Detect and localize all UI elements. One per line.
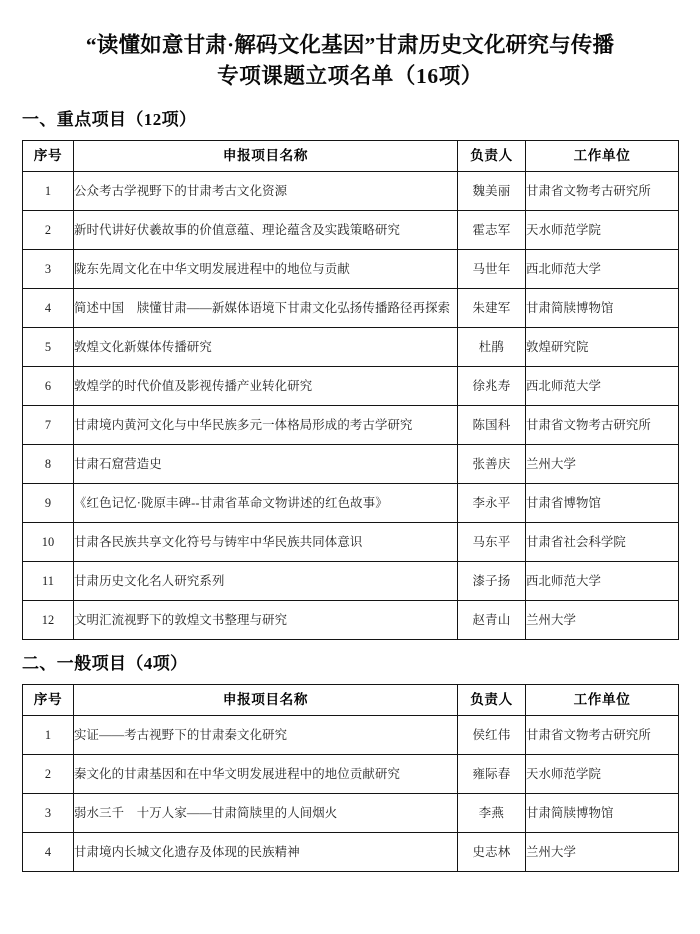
cell-org: 兰州大学 bbox=[526, 601, 679, 640]
table-wrapper-key-projects bbox=[0, 140, 700, 640]
cell-org: 甘肃省博物馆 bbox=[526, 484, 679, 523]
section-heading-key-projects: 一、重点项目（12项） bbox=[22, 110, 197, 129]
cell-lead: 朱建军 bbox=[458, 289, 526, 328]
cell-no: 8 bbox=[23, 445, 74, 484]
cell-org: 甘肃省文物考古研究所 bbox=[526, 172, 679, 211]
cell-no: 1 bbox=[23, 172, 74, 211]
cell-no: 3 bbox=[23, 250, 74, 289]
cell-lead: 陈国科 bbox=[458, 406, 526, 445]
cell-no: 3 bbox=[23, 794, 74, 833]
cell-lead: 霍志军 bbox=[458, 211, 526, 250]
table-key-projects bbox=[22, 140, 679, 640]
section-heading-general-projects: 二、一般项目（4项） bbox=[22, 654, 188, 673]
cell-org: 甘肃省文物考古研究所 bbox=[526, 716, 679, 755]
table-body-key-projects bbox=[23, 172, 679, 640]
cell-lead: 魏美丽 bbox=[458, 172, 526, 211]
column-header-org: 工作单位 bbox=[526, 141, 679, 172]
cell-name: 实证——考古视野下的甘肃秦文化研究 bbox=[74, 716, 458, 755]
cell-name: 公众考古学视野下的甘肃考古文化资源 bbox=[74, 172, 458, 211]
table-row bbox=[23, 755, 679, 794]
cell-org: 西北师范大学 bbox=[526, 367, 679, 406]
cell-no: 2 bbox=[23, 755, 74, 794]
cell-org: 甘肃简牍博物馆 bbox=[526, 794, 679, 833]
table-row bbox=[23, 328, 679, 367]
cell-name: 陇东先周文化在中华文明发展进程中的地位与贡献 bbox=[74, 250, 458, 289]
cell-lead: 张善庆 bbox=[458, 445, 526, 484]
cell-org: 甘肃简牍博物馆 bbox=[526, 289, 679, 328]
cell-lead: 李永平 bbox=[458, 484, 526, 523]
table-row bbox=[23, 562, 679, 601]
cell-no: 9 bbox=[23, 484, 74, 523]
cell-name: 甘肃境内长城文化遗存及体现的民族精神 bbox=[74, 833, 458, 872]
column-header-name: 申报项目名称 bbox=[74, 685, 458, 716]
table-row bbox=[23, 211, 679, 250]
table-row bbox=[23, 523, 679, 562]
cell-org: 兰州大学 bbox=[526, 445, 679, 484]
cell-no: 4 bbox=[23, 833, 74, 872]
table-general-projects bbox=[22, 684, 679, 872]
table-wrapper-general-projects bbox=[0, 684, 700, 872]
cell-lead: 漆子扬 bbox=[458, 562, 526, 601]
cell-name: 敦煌文化新媒体传播研究 bbox=[74, 328, 458, 367]
column-header-lead: 负责人 bbox=[458, 685, 526, 716]
table-row bbox=[23, 833, 679, 872]
page-title-line-2: 专项课题立项名单（16项） bbox=[217, 64, 483, 88]
column-header-no: 序号 bbox=[23, 685, 74, 716]
table-row bbox=[23, 484, 679, 523]
cell-org: 甘肃省社会科学院 bbox=[526, 523, 679, 562]
cell-lead: 史志林 bbox=[458, 833, 526, 872]
cell-lead: 马世年 bbox=[458, 250, 526, 289]
cell-no: 5 bbox=[23, 328, 74, 367]
cell-name: 甘肃境内黄河文化与中华民族多元一体格局形成的考古学研究 bbox=[74, 406, 458, 445]
column-header-no: 序号 bbox=[23, 141, 74, 172]
cell-name: 新时代讲好伏羲故事的价值意蕴、理论蕴含及实践策略研究 bbox=[74, 211, 458, 250]
cell-name: 甘肃历史文化名人研究系列 bbox=[74, 562, 458, 601]
cell-name: 甘肃各民族共享文化符号与铸牢中华民族共同体意识 bbox=[74, 523, 458, 562]
cell-no: 11 bbox=[23, 562, 74, 601]
table-header-key-projects bbox=[23, 141, 679, 172]
page-title bbox=[0, 0, 700, 92]
cell-org: 天水师范学院 bbox=[526, 755, 679, 794]
cell-name: 弱水三千 十万人家——甘肃简牍里的人间烟火 bbox=[74, 794, 458, 833]
cell-name: 《红色记忆·陇原丰碑--甘肃省革命文物讲述的红色故事》 bbox=[74, 484, 458, 523]
table-header-general-projects bbox=[23, 685, 679, 716]
cell-no: 4 bbox=[23, 289, 74, 328]
cell-org: 敦煌研究院 bbox=[526, 328, 679, 367]
table-row bbox=[23, 445, 679, 484]
table-row bbox=[23, 794, 679, 833]
table-body-general-projects bbox=[23, 716, 679, 872]
cell-name: 文明汇流视野下的敦煌文书整理与研究 bbox=[74, 601, 458, 640]
column-header-name: 申报项目名称 bbox=[74, 141, 458, 172]
table-row bbox=[23, 250, 679, 289]
cell-no: 1 bbox=[23, 716, 74, 755]
table-row bbox=[23, 367, 679, 406]
cell-name: 敦煌学的时代价值及影视传播产业转化研究 bbox=[74, 367, 458, 406]
cell-no: 2 bbox=[23, 211, 74, 250]
cell-org: 西北师范大学 bbox=[526, 250, 679, 289]
cell-no: 12 bbox=[23, 601, 74, 640]
cell-name: 甘肃石窟营造史 bbox=[74, 445, 458, 484]
cell-name: 简述中国 牍懂甘肃——新媒体语境下甘肃文化弘扬传播路径再探索 bbox=[74, 289, 458, 328]
cell-name: 秦文化的甘肃基因和在中华文明发展进程中的地位贡献研究 bbox=[74, 755, 458, 794]
cell-no: 10 bbox=[23, 523, 74, 562]
cell-lead: 杜鹃 bbox=[458, 328, 526, 367]
cell-lead: 雍际春 bbox=[458, 755, 526, 794]
column-header-org: 工作单位 bbox=[526, 685, 679, 716]
cell-org: 西北师范大学 bbox=[526, 562, 679, 601]
cell-lead: 马东平 bbox=[458, 523, 526, 562]
table-header-row bbox=[23, 141, 679, 172]
cell-lead: 徐兆寿 bbox=[458, 367, 526, 406]
table-row bbox=[23, 289, 679, 328]
cell-org: 天水师范学院 bbox=[526, 211, 679, 250]
table-row bbox=[23, 716, 679, 755]
cell-lead: 李燕 bbox=[458, 794, 526, 833]
cell-lead: 侯红伟 bbox=[458, 716, 526, 755]
table-row bbox=[23, 601, 679, 640]
table-header-row bbox=[23, 685, 679, 716]
cell-no: 6 bbox=[23, 367, 74, 406]
cell-no: 7 bbox=[23, 406, 74, 445]
page-title-line-1: “读懂如意甘肃·解码文化基因”甘肃历史文化研究与传播 bbox=[85, 33, 615, 57]
table-row bbox=[23, 406, 679, 445]
table-row bbox=[23, 172, 679, 211]
cell-org: 兰州大学 bbox=[526, 833, 679, 872]
cell-lead: 赵青山 bbox=[458, 601, 526, 640]
column-header-lead: 负责人 bbox=[458, 141, 526, 172]
cell-org: 甘肃省文物考古研究所 bbox=[526, 406, 679, 445]
